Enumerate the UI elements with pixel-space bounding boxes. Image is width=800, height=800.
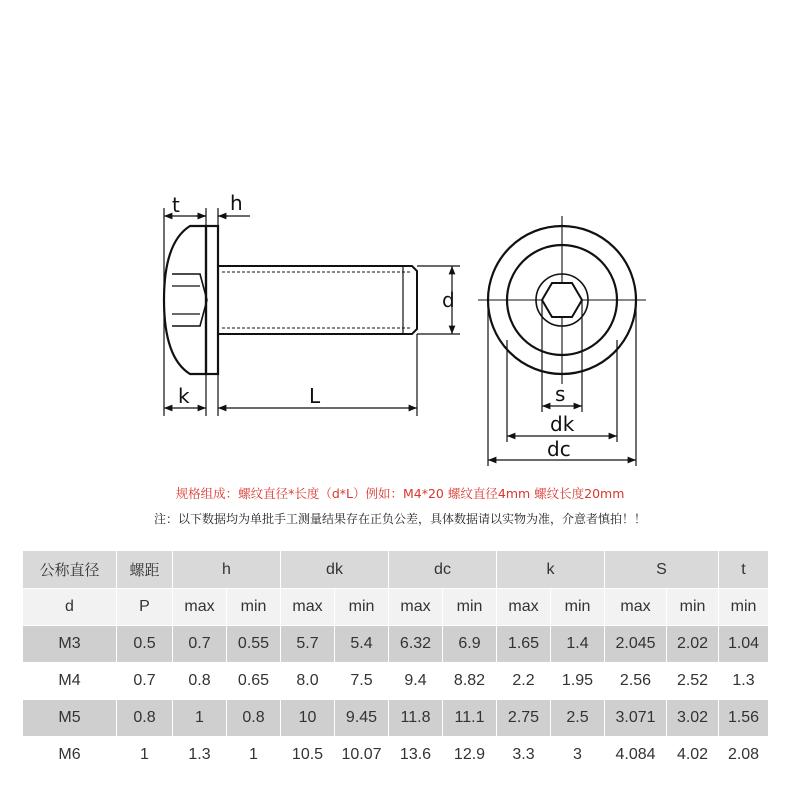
- header-t: t: [719, 551, 769, 589]
- table-cell: 10.07: [335, 737, 389, 774]
- tolerance-disclaimer: 注：以下数据均为单批手工测量结果存在正负公差，具体数据请以实物为准，介意者慎拍！！: [153, 512, 646, 526]
- table-cell: min: [551, 589, 605, 626]
- table-cell: 11.1: [443, 700, 497, 737]
- table-cell: 1: [227, 737, 281, 774]
- label-h: h: [230, 191, 243, 215]
- table-subheader-row: [23, 589, 769, 626]
- table-cell: 4.084: [605, 737, 667, 774]
- table-cell: 1.65: [497, 626, 551, 663]
- header-dc: dc: [389, 551, 497, 589]
- table-cell: 2.02: [667, 626, 719, 663]
- header-s: S: [605, 551, 719, 589]
- table-cell: 2.75: [497, 700, 551, 737]
- table-cell: 0.5: [117, 626, 173, 663]
- table-cell: 12.9: [443, 737, 497, 774]
- shank: [218, 266, 417, 334]
- table-cell: 2.2: [497, 663, 551, 700]
- table-cell: 2.045: [605, 626, 667, 663]
- table-cell: 1: [117, 737, 173, 774]
- label-dk: dk: [550, 412, 575, 436]
- table-cell: 2.52: [667, 663, 719, 700]
- table-cell: 1.4: [551, 626, 605, 663]
- table-cell: 3: [551, 737, 605, 774]
- table-cell: 1.3: [719, 663, 769, 700]
- table-cell: 3.3: [497, 737, 551, 774]
- table-cell: 2.5: [551, 700, 605, 737]
- table-cell: 7.5: [335, 663, 389, 700]
- table-cell: 0.7: [173, 626, 227, 663]
- table-cell: 2.08: [719, 737, 769, 774]
- table-cell: min: [667, 589, 719, 626]
- table-cell: 6.9: [443, 626, 497, 663]
- table-cell: 6.32: [389, 626, 443, 663]
- table-cell: 0.8: [227, 700, 281, 737]
- spec-format-note: 规格组成：螺纹直径*长度（d*L）例如：M4*20 螺纹直径4mm 螺纹长度20mm: [175, 486, 625, 501]
- table-cell: 10: [281, 700, 335, 737]
- table-cell: min: [335, 589, 389, 626]
- table-cell: 0.55: [227, 626, 281, 663]
- table-cell: 9.4: [389, 663, 443, 700]
- label-L: L: [309, 384, 321, 408]
- table-header-row: [23, 551, 769, 589]
- table-cell: 0.7: [117, 663, 173, 700]
- table-cell: M3: [23, 626, 117, 663]
- table-row: [23, 737, 769, 774]
- hex-socket: [172, 274, 207, 326]
- table-cell: 0.65: [227, 663, 281, 700]
- table-cell: 4.02: [667, 737, 719, 774]
- table-cell: d: [23, 589, 117, 626]
- label-k: k: [178, 384, 190, 408]
- table-cell: 1.04: [719, 626, 769, 663]
- table-cell: 5.7: [281, 626, 335, 663]
- table-cell: 1.3: [173, 737, 227, 774]
- table-cell: 1: [173, 700, 227, 737]
- table-row: [23, 626, 769, 663]
- table-cell: max: [281, 589, 335, 626]
- table-cell: 13.6: [389, 737, 443, 774]
- header-pitch: 螺距: [117, 551, 173, 589]
- table-cell: max: [389, 589, 443, 626]
- hex-socket-end: [542, 283, 582, 317]
- table-cell: 11.8: [389, 700, 443, 737]
- table-cell: 5.4: [335, 626, 389, 663]
- header-k: k: [497, 551, 605, 589]
- table-cell: 1.95: [551, 663, 605, 700]
- table-cell: 3.071: [605, 700, 667, 737]
- header-nominal-diameter: 公称直径: [23, 551, 117, 589]
- side-view: [164, 226, 417, 374]
- table-cell: 2.56: [605, 663, 667, 700]
- button-head: [164, 226, 206, 374]
- table-cell: min: [443, 589, 497, 626]
- table-cell: P: [117, 589, 173, 626]
- table-cell: max: [497, 589, 551, 626]
- table-row: [23, 663, 769, 700]
- table-cell: 10.5: [281, 737, 335, 774]
- label-t: t: [172, 193, 180, 217]
- table-cell: 8.0: [281, 663, 335, 700]
- end-view: [478, 216, 646, 384]
- table-cell: 0.8: [173, 663, 227, 700]
- table-cell: 0.8: [117, 700, 173, 737]
- label-s: s: [555, 382, 566, 406]
- label-dc: dc: [547, 437, 571, 461]
- table-cell: 8.82: [443, 663, 497, 700]
- header-dk: dk: [281, 551, 389, 589]
- label-d: d: [442, 288, 455, 312]
- table-cell: 9.45: [335, 700, 389, 737]
- table-cell: M5: [23, 700, 117, 737]
- spec-table: [22, 550, 769, 774]
- table-cell: min: [719, 589, 769, 626]
- header-h: h: [173, 551, 281, 589]
- table-cell: min: [227, 589, 281, 626]
- table-row: [23, 700, 769, 737]
- table-cell: max: [173, 589, 227, 626]
- table-cell: M6: [23, 737, 117, 774]
- table-cell: 1.56: [719, 700, 769, 737]
- table-cell: 3.02: [667, 700, 719, 737]
- table-cell: max: [605, 589, 667, 626]
- table-cell: M4: [23, 663, 117, 700]
